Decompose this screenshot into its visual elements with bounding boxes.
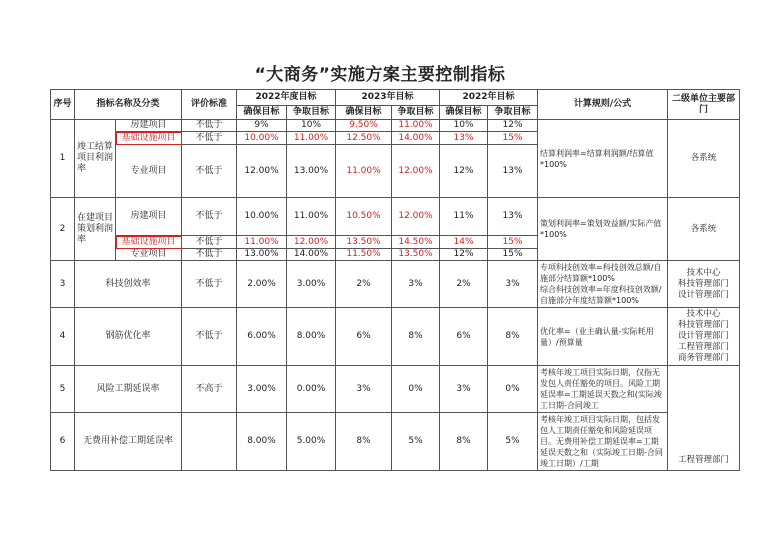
value-cell: 6% bbox=[336, 308, 392, 366]
value-cell: 14% bbox=[440, 236, 488, 249]
value-cell: 15% bbox=[488, 249, 538, 261]
criterion: 不低于 bbox=[182, 120, 237, 132]
formula-text: 策划利润率=策划效益额/实际产值*100% bbox=[538, 198, 668, 261]
value-cell: 2.00% bbox=[237, 261, 287, 308]
value-cell: 8% bbox=[392, 308, 440, 366]
header-guarantee: 确保目标 bbox=[440, 106, 488, 120]
sub-label: 专业项目 bbox=[116, 249, 182, 261]
sub-label: 基础设施项目 bbox=[116, 132, 182, 145]
value-cell: 10.00% bbox=[237, 132, 287, 145]
dept-text: 各系统 bbox=[668, 120, 740, 198]
value-cell: 12.50% bbox=[336, 132, 392, 145]
value-cell: 11.00% bbox=[392, 120, 440, 132]
header-strive: 争取目标 bbox=[488, 106, 538, 120]
criterion: 不低于 bbox=[182, 198, 237, 236]
value-cell: 8.00% bbox=[237, 413, 287, 471]
criterion: 不高于 bbox=[182, 366, 237, 413]
value-cell: 12.00% bbox=[392, 145, 440, 198]
row-seq: 5 bbox=[51, 366, 75, 413]
value-cell: 11.00% bbox=[237, 236, 287, 249]
header-2022-target: 2022年度目标 bbox=[237, 90, 336, 106]
criterion: 不低于 bbox=[182, 132, 237, 145]
value-cell: 13% bbox=[488, 198, 538, 236]
value-cell: 13% bbox=[440, 132, 488, 145]
value-cell: 0% bbox=[392, 366, 440, 413]
formula-text: 结算利润率=结算利润额/结算值*100% bbox=[538, 120, 668, 198]
header-strive: 争取目标 bbox=[392, 106, 440, 120]
dept-text: 各系统 bbox=[668, 198, 740, 261]
value-cell: 13.00% bbox=[237, 249, 287, 261]
sub-label: 房建项目 bbox=[116, 120, 182, 132]
value-cell: 10.50% bbox=[336, 198, 392, 236]
table-row bbox=[51, 308, 740, 366]
value-cell: 11.50% bbox=[336, 249, 392, 261]
value-cell: 12.00% bbox=[287, 236, 336, 249]
value-cell: 2% bbox=[336, 261, 392, 308]
value-cell: 14.50% bbox=[392, 236, 440, 249]
header-seq: 序号 bbox=[51, 90, 75, 120]
value-cell: 5% bbox=[488, 413, 538, 471]
value-cell: 8% bbox=[440, 413, 488, 471]
value-cell: 15% bbox=[488, 132, 538, 145]
value-cell: 6% bbox=[440, 308, 488, 366]
value-cell: 13.50% bbox=[336, 236, 392, 249]
row-name: 竣工结算项目利润率 bbox=[75, 120, 116, 198]
value-cell: 3% bbox=[336, 366, 392, 413]
sub-label: 专业项目 bbox=[116, 145, 182, 198]
criterion: 不低于 bbox=[182, 308, 237, 366]
value-cell: 11.00% bbox=[336, 145, 392, 198]
row-name: 无费用补偿工期延误率 bbox=[75, 413, 182, 471]
header-2022b-target: 2022年目标 bbox=[440, 90, 538, 106]
header-guarantee: 确保目标 bbox=[237, 106, 287, 120]
row-seq: 4 bbox=[51, 308, 75, 366]
value-cell: 13.00% bbox=[287, 145, 336, 198]
row-seq: 1 bbox=[51, 120, 75, 198]
value-cell: 5% bbox=[392, 413, 440, 471]
row-name: 钢筋优化率 bbox=[75, 308, 182, 366]
value-cell: 14.00% bbox=[287, 249, 336, 261]
row-seq: 3 bbox=[51, 261, 75, 308]
value-cell: 9% bbox=[237, 120, 287, 132]
row-name: 风险工期延误率 bbox=[75, 366, 182, 413]
value-cell: 15% bbox=[488, 236, 538, 249]
criterion: 不低于 bbox=[182, 261, 237, 308]
criterion bbox=[182, 413, 237, 471]
formula-text: 专项科技创效率=科技创效总额/自施部分结算额*100% 综合科技创效率=年度科技创效额/自施部分年度结算额*100% bbox=[538, 261, 668, 308]
value-cell: 10.00% bbox=[237, 198, 287, 236]
dept-text: 工程管理部门 bbox=[668, 366, 740, 471]
sub-label: 基础设施项目 bbox=[116, 236, 182, 249]
value-cell: 2% bbox=[440, 261, 488, 308]
value-cell: 3.00% bbox=[287, 261, 336, 308]
table-row bbox=[51, 261, 740, 308]
value-cell: 0.00% bbox=[287, 366, 336, 413]
value-cell: 8% bbox=[488, 308, 538, 366]
formula-text: 考核年竣工项目实际日期，包括发包人工期责任豁免和风险延误项目。无费用补偿工期延误率=工期延误天数之和（实际竣工日期-合同竣工日期）/工期 bbox=[538, 413, 668, 471]
value-cell: 12.00% bbox=[237, 145, 287, 198]
criterion: 不低于 bbox=[182, 145, 237, 198]
value-cell: 8% bbox=[336, 413, 392, 471]
value-cell: 3.00% bbox=[237, 366, 287, 413]
value-cell: 3% bbox=[440, 366, 488, 413]
criterion: 不低于 bbox=[182, 249, 237, 261]
formula-text: 优化率=（业主确认量-实际耗用量）/预算量 bbox=[538, 308, 668, 366]
header-criterion: 评价标准 bbox=[182, 90, 237, 120]
value-cell: 10% bbox=[287, 120, 336, 132]
header-strive: 争取目标 bbox=[287, 106, 336, 120]
formula-text: 考核年竣工项目实际日期，仅指无发包人责任豁免的项目。风险工期延误率=工期延误天数之和(实际竣工日期-合同竣工 bbox=[538, 366, 668, 413]
value-cell: 9.50% bbox=[336, 120, 392, 132]
table-row bbox=[51, 120, 740, 132]
row-name: 科技创效率 bbox=[75, 261, 182, 308]
value-cell: 14.00% bbox=[392, 132, 440, 145]
dept-text: 技术中心 科技管理部门 设计管理部门 bbox=[668, 261, 740, 308]
value-cell: 12.00% bbox=[392, 198, 440, 236]
value-cell: 3% bbox=[488, 261, 538, 308]
value-cell: 10% bbox=[440, 120, 488, 132]
value-cell: 6.00% bbox=[237, 308, 287, 366]
table-row bbox=[51, 366, 740, 413]
header-dept: 二级单位主要部门 bbox=[668, 90, 740, 120]
sub-label: 房建项目 bbox=[116, 198, 182, 236]
page-title: “大商务”实施方案主要控制指标 bbox=[254, 65, 506, 85]
criterion: 不低于 bbox=[182, 236, 237, 249]
value-cell: 0% bbox=[488, 366, 538, 413]
control-indicators-table bbox=[50, 89, 740, 471]
value-cell: 3% bbox=[392, 261, 440, 308]
row-name: 在建项目策划利润率 bbox=[75, 198, 116, 261]
value-cell: 12% bbox=[440, 249, 488, 261]
value-cell: 12% bbox=[488, 120, 538, 132]
value-cell: 11.00% bbox=[287, 198, 336, 236]
header-formula: 计算规则/公式 bbox=[538, 90, 668, 120]
table-row bbox=[51, 413, 740, 471]
value-cell: 13.50% bbox=[392, 249, 440, 261]
value-cell: 11% bbox=[440, 198, 488, 236]
table-row bbox=[51, 198, 740, 236]
row-seq: 2 bbox=[51, 198, 75, 261]
header-guarantee: 确保目标 bbox=[336, 106, 392, 120]
dept-text: 技术中心 科技管理部门 设计管理部门 工程管理部门 商务管理部门 bbox=[668, 308, 740, 366]
header-name: 指标名称及分类 bbox=[75, 90, 182, 120]
header-2023-target: 2023年目标 bbox=[336, 90, 440, 106]
value-cell: 5.00% bbox=[287, 413, 336, 471]
value-cell: 8.00% bbox=[287, 308, 336, 366]
value-cell: 11.00% bbox=[287, 132, 336, 145]
value-cell: 13% bbox=[488, 145, 538, 198]
value-cell: 12% bbox=[440, 145, 488, 198]
row-seq: 6 bbox=[51, 413, 75, 471]
